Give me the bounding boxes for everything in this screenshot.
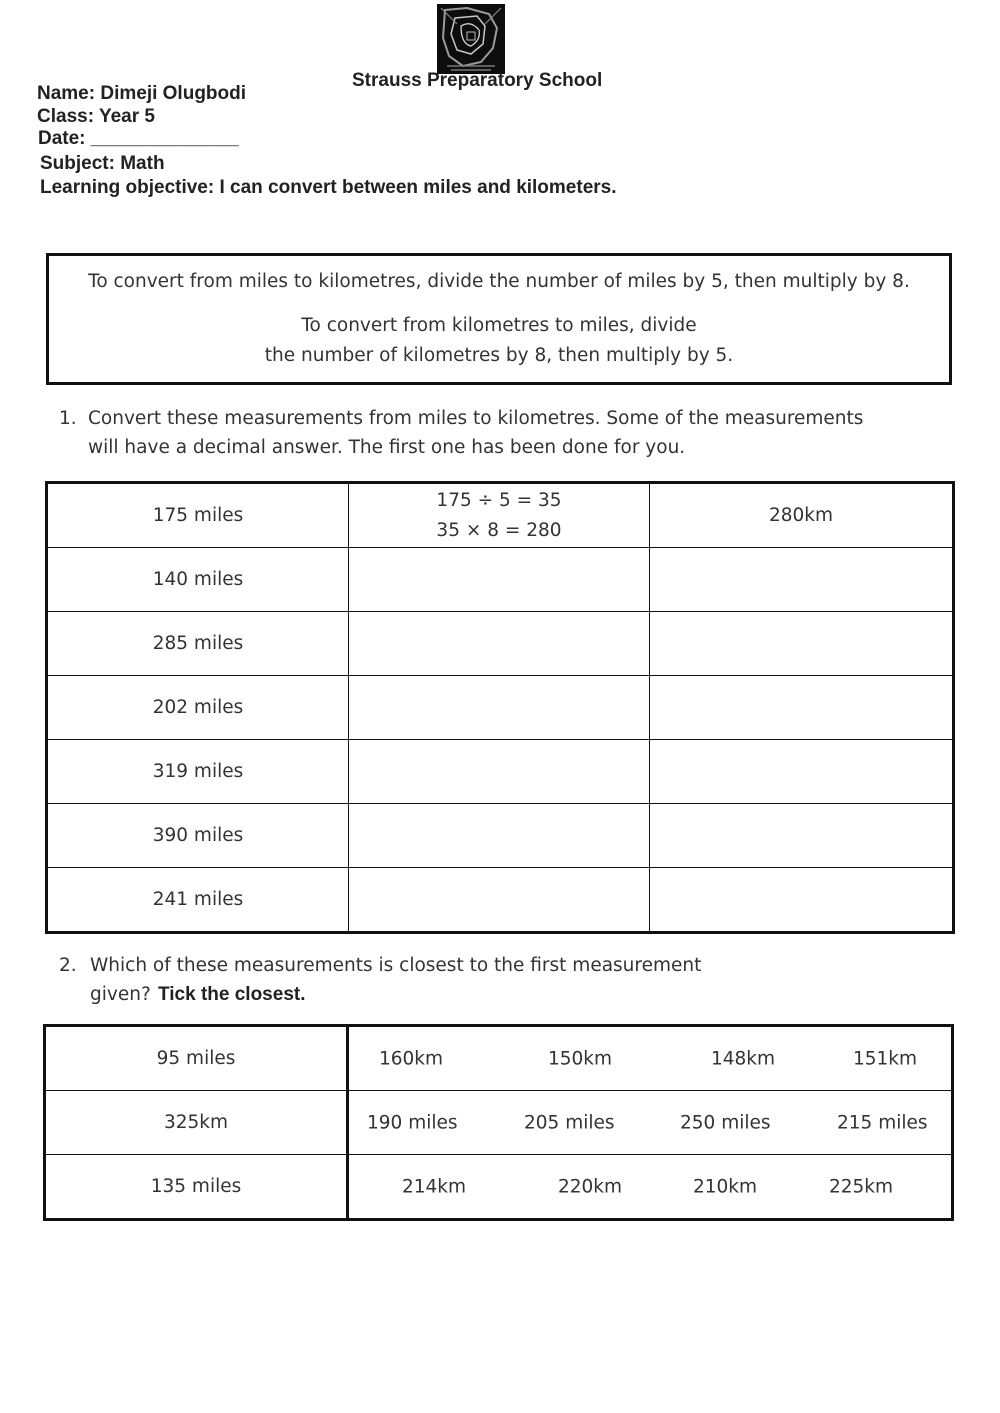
rule-miles-to-km: To convert from miles to kilometres, divide the number of miles by 5, then multiply by 8. [88, 271, 910, 292]
option-choice[interactable]: 220km [558, 1176, 623, 1197]
working-cell[interactable] [349, 868, 650, 932]
option-choice[interactable]: 151km [853, 1048, 918, 1069]
table-row [48, 676, 953, 740]
answer-cell[interactable] [650, 740, 953, 804]
answer-cell[interactable] [650, 548, 953, 612]
conversion-rules-box [46, 253, 952, 385]
given-measurement-cell: 95 miles [46, 1027, 348, 1091]
miles-cell: 241 miles [48, 868, 349, 932]
question-1-number: 1. [59, 408, 77, 429]
option-choice[interactable]: 210km [693, 1176, 758, 1197]
working-cell [349, 484, 650, 548]
table-row [48, 484, 953, 548]
given-measurement-cell: 325km [46, 1091, 348, 1155]
option-choice[interactable]: 148km [711, 1048, 776, 1069]
options-cell [348, 1027, 952, 1091]
question-2-text-line2: given? [90, 984, 151, 1005]
question-1-text-line1: Convert these measurements from miles to kilometres. Some of the measurements [88, 408, 864, 429]
date-line[interactable]: Date: ______________ [38, 128, 239, 149]
question-2-text-line1: Which of these measurements is closest to the first measurement [90, 955, 702, 976]
option-choice[interactable]: 190 miles [367, 1112, 458, 1133]
table-row [48, 612, 953, 676]
student-class: Class: Year 5 [37, 106, 155, 127]
answer-cell[interactable] [650, 804, 953, 868]
question-2-instruction: Tick the closest. [158, 984, 306, 1005]
miles-cell: 140 miles [48, 548, 349, 612]
miles-cell: 175 miles [48, 484, 349, 548]
closest-measurement-table [45, 1026, 952, 1219]
options-cell [348, 1091, 952, 1155]
working-cell[interactable] [349, 676, 650, 740]
working-step-1: 175 ÷ 5 = 35 [436, 489, 562, 511]
table-row [48, 868, 953, 932]
miles-cell: 319 miles [48, 740, 349, 804]
working-cell[interactable] [349, 612, 650, 676]
table-row [48, 804, 953, 868]
miles-cell: 390 miles [48, 804, 349, 868]
subject-line: Subject: Math [40, 153, 165, 174]
option-choice[interactable]: 214km [402, 1176, 467, 1197]
table-row [46, 1091, 952, 1155]
answer-cell[interactable] [650, 612, 953, 676]
table-row [48, 548, 953, 612]
answer-cell[interactable] [650, 676, 953, 740]
miles-cell: 202 miles [48, 676, 349, 740]
question-2 [0, 951, 1000, 1011]
options-cell [348, 1155, 952, 1219]
miles-cell: 285 miles [48, 612, 349, 676]
option-choice[interactable]: 215 miles [837, 1112, 928, 1133]
option-choice[interactable]: 250 miles [680, 1112, 771, 1133]
option-choice[interactable]: 205 miles [524, 1112, 615, 1133]
rule-km-to-miles-line1: To convert from kilometres to miles, divide [301, 315, 697, 336]
given-measurement-cell: 135 miles [46, 1155, 348, 1219]
question-1 [0, 404, 1000, 464]
option-choice[interactable]: 160km [379, 1048, 444, 1069]
school-crest-icon [437, 4, 505, 74]
learning-objective: Learning objective: I can convert between miles and kilometers. [40, 177, 617, 198]
question-2-number: 2. [59, 955, 77, 976]
working-cell[interactable] [349, 548, 650, 612]
miles-to-km-table [47, 483, 953, 932]
answer-cell: 280km [650, 484, 953, 548]
working-cell[interactable] [349, 740, 650, 804]
table-row [48, 740, 953, 804]
table-row [46, 1027, 952, 1091]
working-step-2: 35 × 8 = 280 [436, 519, 562, 541]
student-name: Name: Dimeji Olugbodi [37, 83, 247, 104]
table-row [46, 1155, 952, 1219]
rule-km-to-miles-line2: the number of kilometres by 8, then multiply by 5. [264, 345, 734, 366]
working-cell[interactable] [349, 804, 650, 868]
option-choice[interactable]: 225km [829, 1176, 894, 1197]
answer-cell[interactable] [650, 868, 953, 932]
school-name: Strauss Preparatory School [352, 70, 603, 91]
question-1-text-line2: will have a decimal answer. The first one has been done for you. [88, 437, 686, 458]
option-choice[interactable]: 150km [548, 1048, 613, 1069]
